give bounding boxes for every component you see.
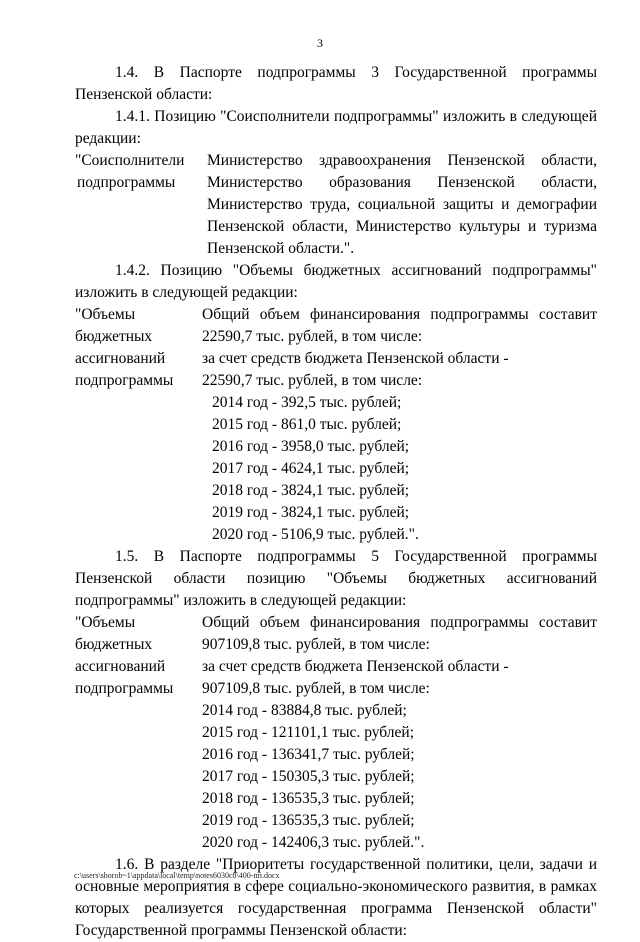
- value-line: 2019 год - 3824,1 тыс. рублей;: [212, 504, 410, 521]
- label-line: "Соисполнители: [75, 152, 185, 169]
- paragraph-1-4: 1.4. В Паспорте подпрограммы 3 Государственной программы Пензенской области:: [75, 64, 597, 103]
- value-line: 22590,7 тыс. рублей, в том числе:: [202, 372, 423, 389]
- paragraph-1-4-1: 1.4.1. Позицию "Соисполнители подпрограммы" изложить в следующей редакции:: [75, 108, 597, 147]
- label-line: бюджетных: [75, 636, 153, 653]
- table-coexecutors-value: Министерство здравоохранения Пензенской области, Министерство образования Пензенской области, Министерство труда, социальной защиты и демографии Пензенской области, Министерство культуры и туризма Пензенской области.".: [207, 152, 597, 257]
- value-line: 2014 год - 392,5 тыс. рублей;: [212, 394, 402, 411]
- value-line: Общий объем финансирования подпрограммы составит: [202, 614, 597, 631]
- page-number: 3: [317, 36, 323, 50]
- value-line: за счет средств бюджета Пензенской области -: [202, 658, 509, 675]
- paragraph-1-4-2: 1.4.2. Позицию "Объемы бюджетных ассигнований подпрограммы" изложить в следующей редакции:: [75, 262, 597, 301]
- value-line: 907109,8 тыс. рублей, в том числе:: [202, 636, 430, 653]
- value-line: Общий объем финансирования подпрограммы составит: [202, 306, 597, 323]
- value-line: 2017 год - 4624,1 тыс. рублей;: [212, 460, 410, 477]
- value-line: 2019 год - 136535,3 тыс. рублей;: [202, 812, 415, 829]
- table-budget-subprogram-5: [75, 612, 597, 854]
- label-line: подпрограммы: [75, 372, 174, 389]
- value-line: за счет средств бюджета Пензенской области -: [202, 350, 509, 367]
- value-line: 907109,8 тыс. рублей, в том числе:: [202, 680, 430, 697]
- label-line: подпрограммы: [75, 680, 174, 697]
- value-line: 2015 год - 861,0 тыс. рублей;: [212, 416, 402, 433]
- document-body: [75, 62, 597, 942]
- value-line: 2016 год - 3958,0 тыс. рублей;: [212, 438, 410, 455]
- value-line: 2017 год - 150305,3 тыс. рублей;: [202, 768, 415, 785]
- table-budget-3-value: [202, 304, 597, 546]
- paragraph-1-5: 1.5. В Паспорте подпрограммы 5 Государственной программы Пензенской области позицию "Объемы бюджетных ассигнований подпрограммы" изложить в следующей редакции:: [75, 548, 597, 609]
- table-budget-5-label: [75, 612, 202, 854]
- value-line: 2016 год - 136341,7 тыс. рублей;: [202, 746, 415, 763]
- table-budget-3-label: [75, 304, 202, 546]
- value-line: 2018 год - 136535,3 тыс. рублей;: [202, 790, 415, 807]
- value-line: 2015 год - 121101,1 тыс. рублей;: [202, 724, 414, 741]
- table-coexecutors-label: [75, 150, 207, 260]
- file-path-footer: c:\users\shorob~1\appdata\local\temp\notes6030c8\400-пп.docx: [74, 871, 280, 880]
- value-line: 22590,7 тыс. рублей, в том числе:: [202, 328, 423, 345]
- label-line: "Объемы: [75, 614, 136, 631]
- label-line: подпрограммы: [77, 174, 176, 191]
- label-line: "Объемы: [75, 306, 136, 323]
- table-budget-5-value: [202, 612, 597, 854]
- table-coexecutors: [75, 150, 597, 260]
- label-line: ассигнований: [75, 658, 166, 675]
- table-budget-subprogram-3: [75, 304, 597, 546]
- paragraph-1-6: 1.6. В разделе "Приоритеты государственной политики, цели, задачи и основные мероприятия в сфере социально-экономического развития, в рамках которых реализуется государственная программа Пензенской области" Государственной программы Пензенской области:: [75, 856, 597, 939]
- label-line: ассигнований: [75, 350, 166, 367]
- value-line: 2020 год - 142406,3 тыс. рублей.".: [202, 834, 425, 851]
- value-line: 2020 год - 5106,9 тыс. рублей.".: [212, 526, 419, 543]
- label-line: бюджетных: [75, 328, 153, 345]
- value-line: 2018 год - 3824,1 тыс. рублей;: [212, 482, 410, 499]
- value-line: 2014 год - 83884,8 тыс. рублей;: [202, 702, 407, 719]
